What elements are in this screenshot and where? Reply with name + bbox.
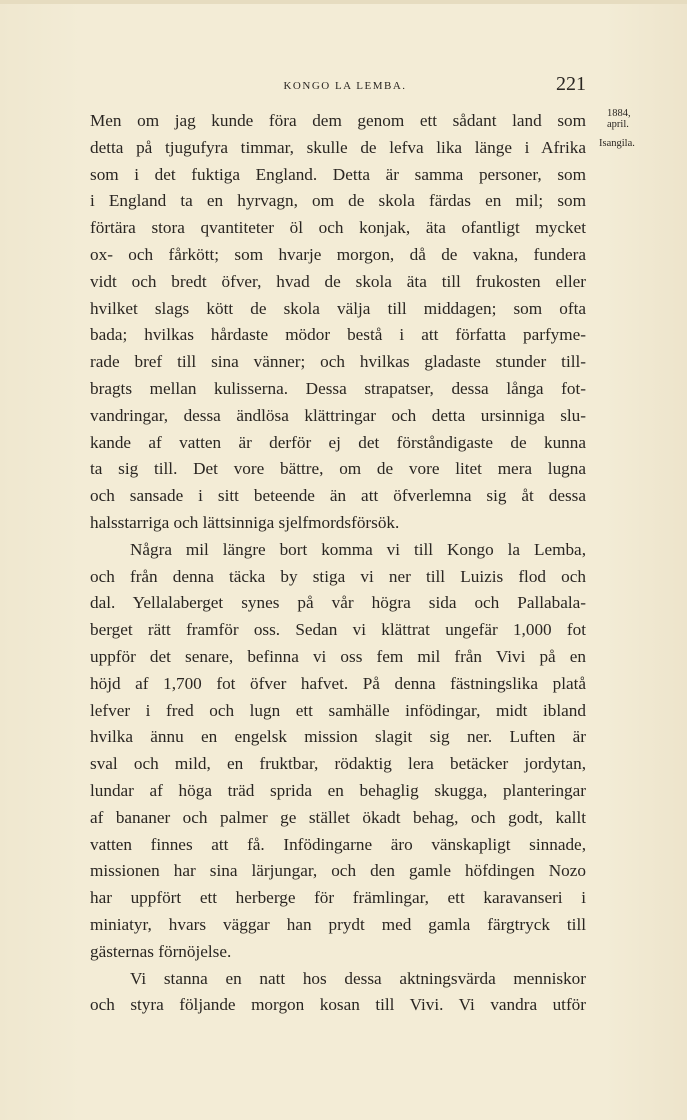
text-line: af bananer och palmer ge stället ökadt behag, och godt, kallt (90, 807, 586, 827)
text-line: bragts mellan kulisserna. Dessa strapatser, dessa långa fot- (90, 378, 586, 398)
text-line: hvilka ännu en engelsk mission slagit sig ner. Luften är (90, 727, 586, 747)
text-line: och styra följande morgon kosan till Vivi. Vi vandra utför (90, 995, 586, 1015)
text-line: och sansade i sitt beteende än att öfverlemna sig åt dessa (90, 486, 586, 506)
text-line: halsstarriga och lättsinniga sjelfmordsförsök. (90, 512, 400, 532)
text-line: höjd af 1,700 fot öfver hafvet. På denna fästningslika platå (90, 673, 586, 693)
margin-note-month: april. (607, 119, 629, 130)
text-line: lefver i fred och lugn ett samhälle infödingar, midt ibland (90, 700, 586, 720)
text-line: hvilket slags kött de skola välja till middagen; som ofta (90, 298, 586, 318)
text-line: rade bref till sina vänner; och hvilkas gladaste stunder till- (90, 352, 586, 372)
text-line: Några mil längre bort komma vi till Kongo la Lemba, (130, 539, 586, 559)
text-line: vidt och bredt öfver, hvad de skola äta till frukosten eller (90, 271, 586, 291)
text-line: och från denna täcka by stiga vi ner till Luizis flod och (90, 566, 586, 586)
margin-note (599, 108, 679, 149)
text-line: har uppfört ett herberge för främlingar, ett karavanseri i (90, 888, 586, 908)
body-text (90, 108, 586, 1019)
text-line: vandringar, dessa ändlösa klättringar och detta ursinniga slu- (90, 405, 586, 425)
text-line: vatten finnes att få. Infödingarne äro vänskapligt sinnade, (90, 834, 586, 854)
text-line: detta på tjugufyra timmar, skulle de lefva lika länge i Afrika (90, 137, 586, 157)
margin-note-place: Isangila. (599, 138, 635, 149)
page-top-edge (0, 0, 687, 4)
text-line: dal. Yellalaberget synes på vår högra sida och Pallabala- (90, 593, 586, 613)
text-line: förtära stora qvantiteter öl och konjak, äta ofantligt mycket (90, 218, 586, 238)
text-line: gästernas förnöjelse. (90, 941, 232, 961)
running-header: KONGO LA LEMBA. (283, 80, 407, 92)
text-line: ta sig till. Det vore bättre, om de vore litet mera lugna (90, 459, 586, 479)
text-line: miniatyr, hvars väggar han prydt med gamla färgtryck till (90, 914, 586, 934)
text-line: Men om jag kunde föra dem genom ett sådant land som (90, 111, 586, 130)
text-line: berget rätt framför oss. Sedan vi klättrat ungefär 1,000 fot (90, 620, 586, 640)
margin-note-year: 1884, (607, 108, 631, 119)
text-line: ox- och fårkött; som hvarje morgon, då de vakna, fundera (90, 244, 586, 264)
text-line: sval och mild, en fruktbar, rödaktig lera betäcker jordytan, (90, 754, 586, 774)
text-line: som i det fuktiga England. Detta är samma personer, som (90, 164, 586, 184)
text-line: lundar af höga träd sprida en behaglig skugga, planteringar (90, 780, 586, 800)
text-line: i England ta en hyrvagn, om de skola färdas en mil; som (90, 191, 586, 211)
text-line: missionen har sina lärjungar, och den gamle höfdingen Nozo (90, 861, 586, 881)
page-number: 221 (556, 73, 586, 95)
text-line: bada; hvilkas hårdaste mödor bestå i att författa parfyme- (90, 325, 586, 345)
text-line: uppför det senare, befinna vi oss fem mil från Vivi på en (90, 646, 586, 666)
text-line: kande af vatten är derför ej det förståndigaste de kunna (90, 432, 586, 452)
text-line: Vi stanna en natt hos dessa aktningsvärda menniskor (130, 968, 586, 988)
